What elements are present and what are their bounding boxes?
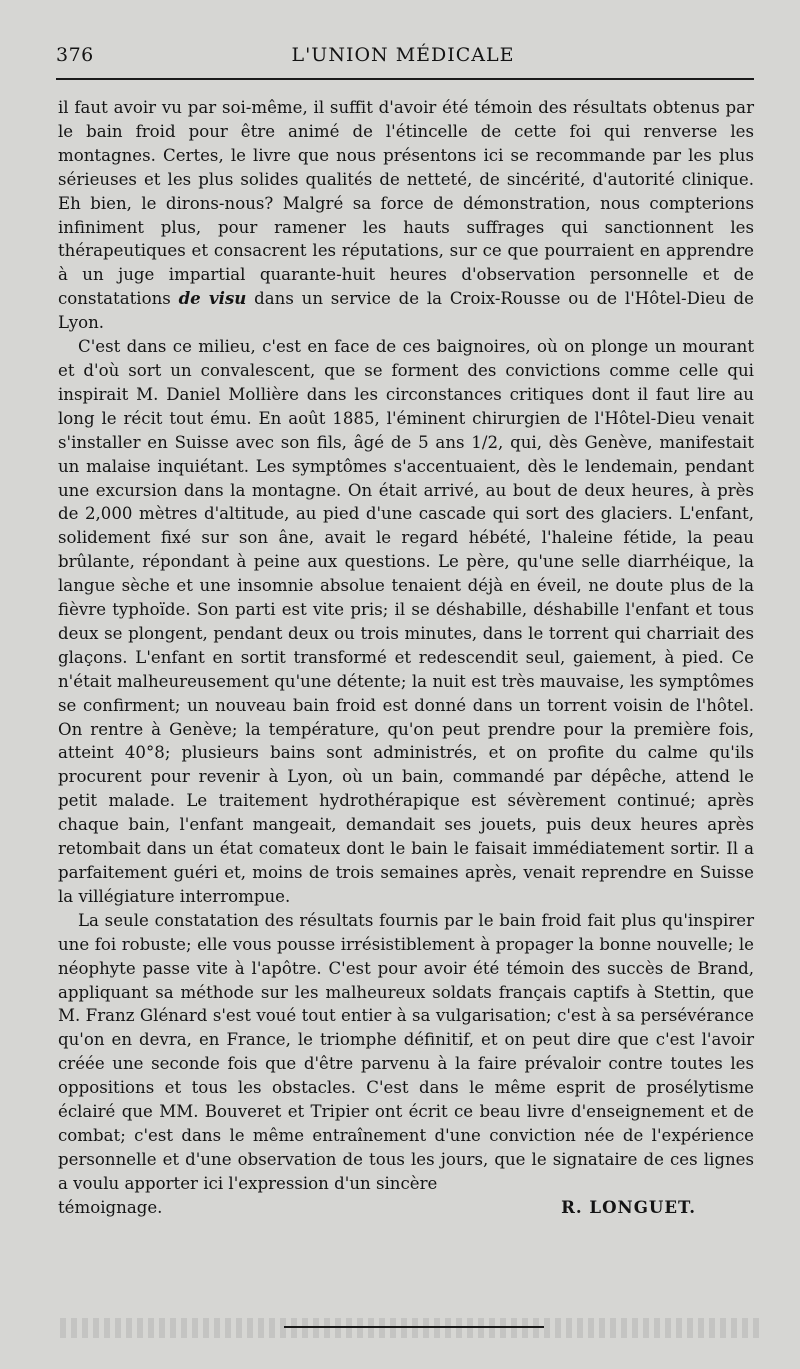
journal-title: L'UNION MÉDICALE <box>291 44 515 66</box>
paragraph-1 <box>58 96 754 335</box>
signature-line <box>58 1196 754 1220</box>
running-head <box>56 44 750 72</box>
author-signature: R. LONGUET. <box>561 1196 696 1217</box>
bleed-through-texture <box>60 1318 760 1338</box>
paragraph-2: C'est dans ce milieu, c'est en face de ces baignoires, où on plonge un mourant et d'où sort un convalescent, que se forment des convictions comme celle qui inspirait M. Daniel Mollière dans les circonstances critiques dont il faut lire au long le récit tout ému. En août 1885, l'éminent chirurgien de l'Hôtel-Dieu venait s'installer en Suisse avec son fils, âgé de 5 ans 1/2, qui, dès Genève, manifestait un malaise inquiétant. Les symptômes s'accentuaient, dès le lendemain, pendant une excursion dans la montagne. On était arrivé, au bout de deux heures, à près de 2,000 mètres d'altitude, au pied d'une cascade qui sort des glaciers. L'enfant, solidement fixé sur son âne, avait le regard hébété, l'haleine fétide, la peau brûlante, répondant à peine aux questions. Le père, qu'une selle diarrhéique, la langue sèche et une insomnie absolue tenaient déjà en éveil, ne doute plus de la fièvre typhoïde. Son parti est vite pris; il se déshabille, déshabille l'enfant et tous deux se plongent, pendant deux ou trois minutes, dans le torrent qui charriait des glaçons. L'enfant en sortit transformé et redescendit seul, gaiement, à pied. Ce n'était malheureusement qu'une détente; la nuit est très mauvaise, les symptômes se confirment; un nouveau bain froid est donné dans un torrent voisin de l'hôtel. On rentre à Genève; la température, qu'on peut prendre pour la première fois, atteint 40°8; plusieurs bains sont administrés, et on profite du calme qu'ils procurent pour revenir à Lyon, où un bain, commandé par dépêche, attend le petit malade. Le traitement hydrothérapique est sévèrement continué; après chaque bain, l'enfant mangeait, demandait ses jouets, puis deux heures après retombait dans un état comateux dont le bain le faisait immédiatement sortir. Il a parfaitement guéri et, moins de trois semaines après, venait reprendre en Suisse la villégiature interrompue. <box>58 337 754 906</box>
end-rule <box>284 1326 544 1328</box>
paragraph-3: La seule constatation des résultats fournis par le bain froid fait plus qu'inspirer une foi robuste; elle vous pousse irrésistiblement à propager la bonne nouvelle; le néophyte passe vite à l'apôtre. C'est pour avoir été témoin des succès de Brand, appliquant sa méthode sur les malheureux soldats français captifs à Stettin, que M. Franz Glénard s'est voué tout entier à sa vulgarisation; c'est à sa persévérance qu'on en devra, en France, le triomphe définitif, et on peut dire que c'est l'avoir créée une seconde fois que d'être parvenu à la faire prévaloir contre toutes les oppositions et tous les obstacles. C'est dans le même esprit de prosélytisme éclairé que MM. Bouveret et Tripier ont écrit ce beau livre d'enseignement et de combat; c'est dans le même entraînement d'une conviction née de l'expérience personnelle et d'une observation de tous les jours, que le signataire de ces lignes a voulu apporter ici l'expression d'un sincère <box>58 910 754 1193</box>
paragraph-1-text-a: il faut avoir vu par soi-même, il suffit d'avoir été témoin des résultats obtenus par le bain froid pour être animé de l'étincelle de cette foi qui renverse les montagnes. Certes, le livre que nous présentons ici se recommande par les plus sérieuses et les plus solides qualités de netteté, de sincérité, d'autorité clinique. Eh bien, le dirons-nous? Malgré sa force de démonstration, nous compterions infiniment plus, pour ramener les hauts suffrages qui sanctionnent les thérapeutiques et consacrent les réputations, sur ce que pourraient en apprendre à un juge impartial quarante-huit heures d'observation personnelle et de constatations <box>58 98 754 309</box>
paragraph-1-text-b: dans un service de la Croix-Rousse ou de l'Hôtel-Dieu de Lyon. <box>58 289 754 333</box>
article-body <box>58 96 754 1220</box>
closing-word: témoignage. <box>58 1197 163 1217</box>
header-rule <box>56 78 754 80</box>
paragraph-1-italic: de visu <box>178 288 247 309</box>
page-number: 376 <box>56 44 94 66</box>
